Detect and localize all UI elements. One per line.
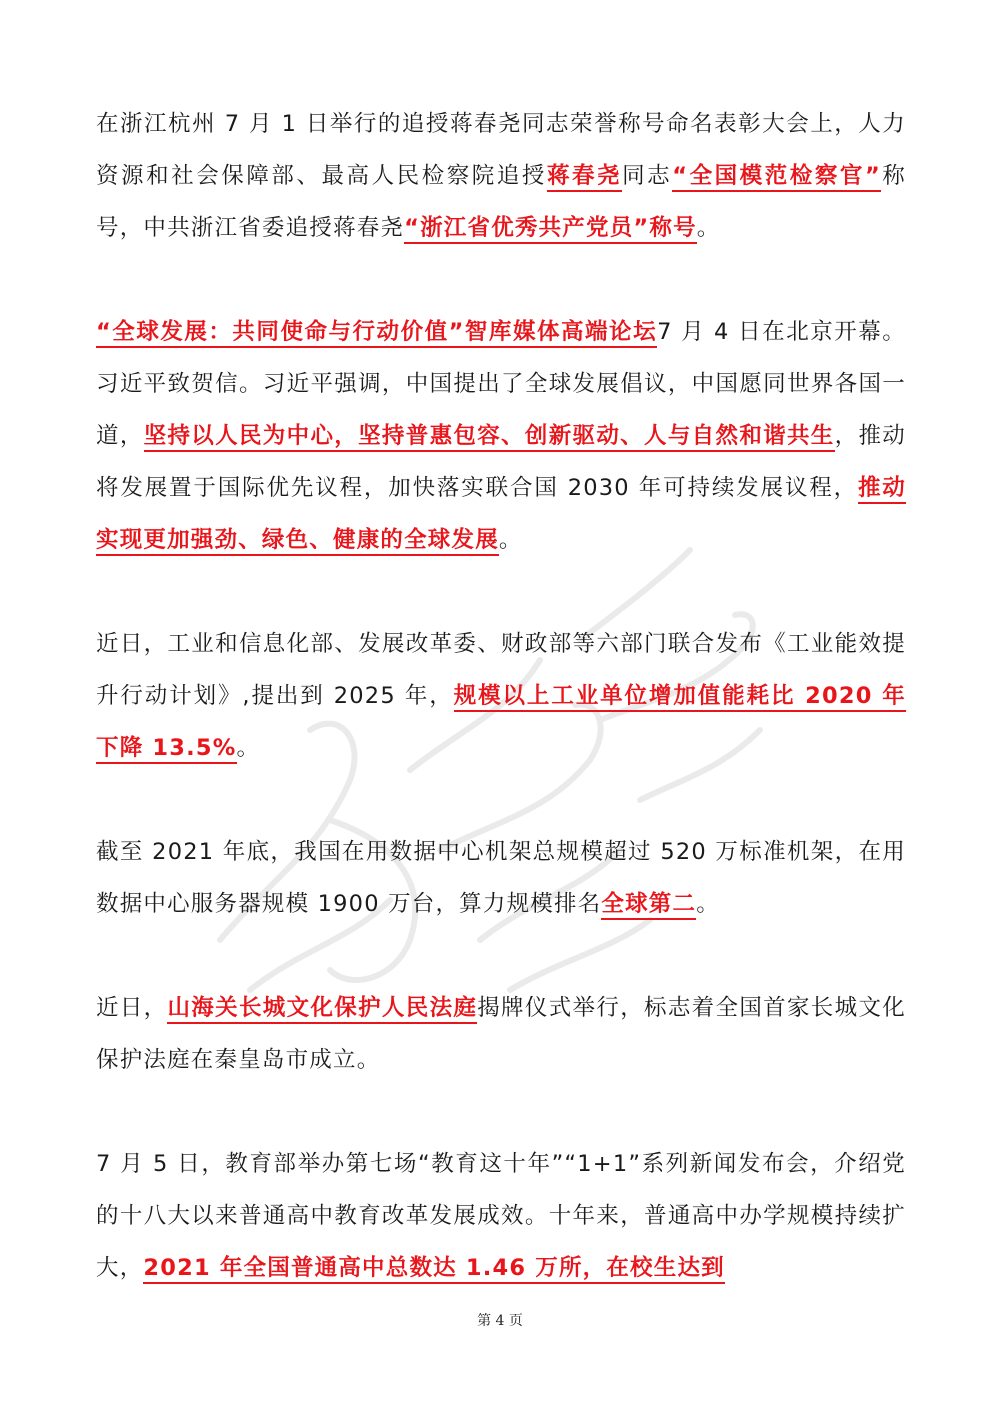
body-text: 同志: [622, 163, 673, 189]
highlighted-text: 坚持以人民为中心，坚持普惠包容、创新驱动、人与自然和谐共生: [144, 423, 835, 452]
body-text: 。: [696, 215, 721, 241]
highlighted-text: 2021 年全国普通高中总数达 1.46 万所，在校生达到: [143, 1255, 724, 1284]
highlighted-text: “浙江省优秀共产党员”称号: [404, 215, 697, 244]
paragraph-honor-jiang-chunyao: [96, 98, 906, 254]
highlighted-text: 规模以上工业单位增加值能耗比 2020 年下降 13.5%: [96, 683, 906, 764]
body-text: 截至 2021 年底，我国在用数据中心机架总规模超过 520 万标准机架，在用数据中心服务器规模 1900 万台，算力规模排名: [96, 839, 906, 917]
highlighted-text: “全国模范检察官”: [672, 163, 881, 192]
body-text: 近日，工业和信息化部、发展改革委、财政部等六部门联合发布《工业能效提升行动计划》,提出到 2025 年，: [96, 631, 906, 709]
highlighted-text: “全球发展：共同使命与行动价值”智库媒体高端论坛: [96, 319, 657, 348]
paragraph-industrial-energy-efficiency: [96, 618, 906, 774]
body-text: 在浙江杭州 7 月 1 日举行的追授蒋春尧同志荣誉称号命名表彰大会上，人力资源和社会保障部、最高人民检察院追授: [96, 111, 906, 189]
highlighted-text: 蒋春尧: [547, 163, 622, 192]
paragraph-education-decade: [96, 1138, 906, 1294]
body-text: 。: [236, 735, 261, 761]
body-text: 称号，中共浙江省委追授蒋春尧: [96, 163, 906, 241]
paragraph-great-wall-court: [96, 982, 906, 1086]
paragraph-global-development-forum: [96, 306, 906, 566]
page-number-label: 第 4 页: [477, 1313, 523, 1329]
body-text: 。: [498, 527, 523, 553]
body-text: 近日，: [96, 995, 168, 1021]
page-number-footer: [0, 1310, 1000, 1330]
body-text: 7 月 4 日在北京开幕。习近平致贺信。习近平强调，中国提出了全球发展倡议，中国愿同世界各国一道，: [96, 319, 906, 449]
highlighted-text: 推动实现更加强劲、绿色、健康的全球发展: [96, 475, 906, 556]
body-text: ，推动将发展置于国际优先议程，加快落实联合国 2030 年可持续发展议程，: [96, 423, 906, 501]
body-text: 揭牌仪式举行，标志着全国首家长城文化保护法庭在秦皇岛市成立。: [96, 995, 906, 1073]
body-text: 7 月 5 日，教育部举办第七场“教育这十年”“1+1”系列新闻发布会，介绍党的十八大以来普通高中教育改革发展成效。十年来，普通高中办学规模持续扩大，: [96, 1151, 906, 1281]
highlighted-text: 山海关长城文化保护人民法庭: [167, 995, 477, 1024]
paragraph-data-center-scale: [96, 826, 906, 930]
document-body: [96, 98, 906, 1346]
highlighted-text: 全球第二: [601, 891, 696, 920]
body-text: 。: [696, 891, 720, 917]
